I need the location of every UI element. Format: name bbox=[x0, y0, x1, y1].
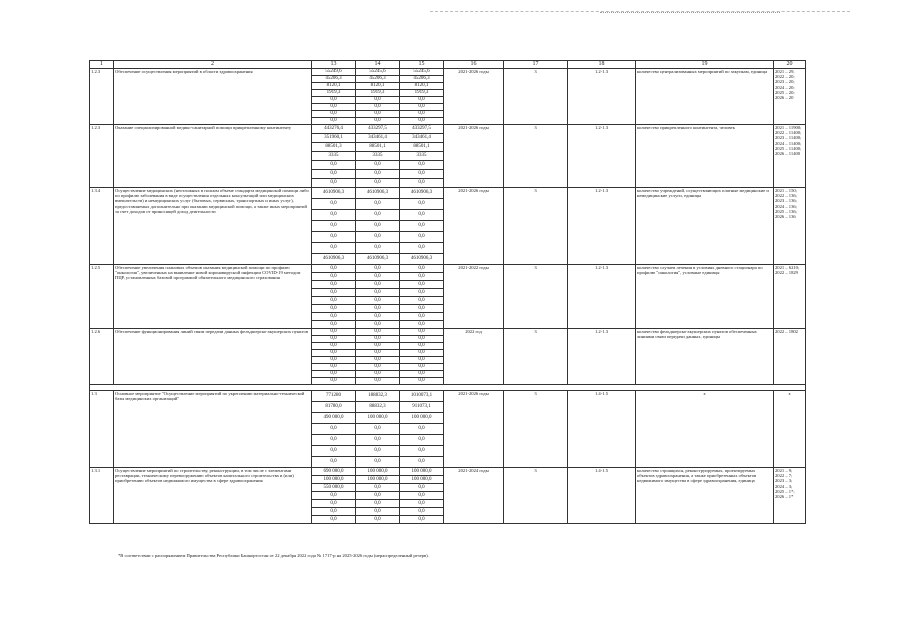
funding-value: 0,0 bbox=[356, 289, 400, 297]
funding-value: 0,0 bbox=[400, 508, 444, 516]
funding-value: 0,0 bbox=[356, 199, 400, 210]
col17-value: 3 bbox=[504, 265, 568, 329]
target-value: 2021 – 6210; bbox=[775, 265, 800, 270]
target-value: 2026 – 11400 bbox=[775, 151, 801, 157]
measure-title: Осуществление медицинских (неотложных в полном объеме стандарта медицинской помощи либо по профилю заболевания в виде осуществления отдельных консультаций или медицинских вмешательств) и немедицинских услуг (бытовых, сервисных, транспортных и иных услуг), предоставляемых дополнительно при оказании медицинской помощи, а также иных мероприятий за счет доходов от приносящей доход деятельности bbox=[114, 188, 312, 265]
measure-title: Обеспечение увеличения плановых объемов оказания медицинской помощи по профилю "онкология", увеличенных на выявление новой коронавирусной инфекции COVID-19 методом ПЦР, установленных базовой программой обязательного медицинского страхования bbox=[114, 265, 312, 329]
funding-value: 45206,3 bbox=[312, 76, 356, 83]
funding-value: 55245,6 bbox=[400, 69, 444, 76]
footnote: *В соответствии с распоряжением Правительства Республики Башкортостан от 22 декабря 2022 года № 1717-р на 2025-2026 годы (нераспределенный резерв). bbox=[118, 553, 429, 558]
funding-value: 0,0 bbox=[400, 516, 444, 524]
funding-value: 0,0 bbox=[312, 297, 356, 305]
funding-value: 0,0 bbox=[356, 232, 400, 243]
column-number: 19 bbox=[636, 61, 774, 69]
funding-value: 0,0 bbox=[400, 232, 444, 243]
period: 2021-2026 годы bbox=[444, 125, 504, 188]
funding-value: 0,0 bbox=[356, 357, 400, 364]
funding-value: 88832,3 bbox=[356, 402, 400, 413]
col17-value: 3 bbox=[504, 188, 568, 265]
funding-value: 0,0 bbox=[400, 111, 444, 118]
indicator: x bbox=[636, 391, 774, 468]
funding-value: 0,0 bbox=[356, 297, 400, 305]
funding-value: 0,0 bbox=[400, 243, 444, 254]
target-value: 2026 – 1* bbox=[775, 494, 794, 500]
funding-value: 0,0 bbox=[356, 321, 400, 329]
funding-value: 100 000,0 bbox=[400, 413, 444, 424]
funding-value: 0,0 bbox=[356, 492, 400, 500]
measure-title: Основное мероприятие "Осуществление мероприятий по укреплению материально-технической базы медицинских организаций" bbox=[114, 391, 312, 468]
target-value: 2023 – 11400; bbox=[775, 135, 802, 141]
funding-value: 0,0 bbox=[312, 313, 356, 321]
funding-value: 0,0 bbox=[400, 104, 444, 111]
funding-value: 0,0 bbox=[312, 97, 356, 104]
funding-value: 0,0 bbox=[312, 378, 356, 385]
measure-code: 1.2.5 bbox=[90, 265, 114, 329]
column-number: 13 bbox=[312, 61, 356, 69]
funding-value: 0,0 bbox=[312, 265, 356, 273]
funding-value: 911073,1 bbox=[400, 402, 444, 413]
funding-value: 0,0 bbox=[312, 329, 356, 336]
funding-value: 0,0 bbox=[400, 199, 444, 210]
funding-value: 0,0 bbox=[312, 199, 356, 210]
funding-value: 0,0 bbox=[312, 179, 356, 188]
indicator: количество централизованных мероприятий по закупкам, единица bbox=[636, 69, 774, 125]
funding-value: 0,0 bbox=[400, 336, 444, 343]
funding-value: 0,0 bbox=[356, 305, 400, 313]
measure-code: 1.3.1 bbox=[90, 468, 114, 524]
table-row bbox=[90, 125, 806, 134]
funding-value: 0,0 bbox=[312, 104, 356, 111]
funding-value: 0,0 bbox=[400, 350, 444, 357]
funding-value: 0,0 bbox=[356, 281, 400, 289]
funding-value: 0,0 bbox=[356, 118, 400, 125]
target-value: 2025 – 20; bbox=[775, 89, 795, 95]
table-row bbox=[90, 468, 806, 476]
funding-value: 0,0 bbox=[400, 435, 444, 446]
funding-value: 0,0 bbox=[356, 446, 400, 457]
funding-value: 0,0 bbox=[400, 321, 444, 329]
target-value: 2021 – 150; bbox=[775, 188, 797, 193]
funding-value: 0,0 bbox=[312, 446, 356, 457]
column-number: 15 bbox=[400, 61, 444, 69]
funding-value: 343461,4 bbox=[400, 134, 444, 143]
funding-value: 0,0 bbox=[312, 516, 356, 524]
funding-value: 0,0 bbox=[356, 111, 400, 118]
funding-value: 0,0 bbox=[312, 221, 356, 232]
funding-value: 100 000,0 bbox=[400, 468, 444, 476]
funding-value: 1919,3 bbox=[312, 90, 356, 97]
funding-value: 0,0 bbox=[312, 243, 356, 254]
target-value: 2025 – 11400; bbox=[775, 145, 802, 151]
target-value: 2021 – 29, bbox=[775, 69, 795, 74]
funding-value: 0,0 bbox=[312, 210, 356, 221]
target-value: 2026 – 20 bbox=[775, 95, 794, 101]
column-number: 18 bbox=[568, 61, 636, 69]
indicator: количество строящихся, реконструируемых, проектируемых объектов здравоохранения, а также приобретенных объектов недвижимого имущества в сфере здравоохранения, единица bbox=[636, 468, 774, 524]
col17-value: 3 bbox=[504, 69, 568, 125]
funding-value: 690 000,0 bbox=[312, 468, 356, 476]
funding-value: 0,0 bbox=[312, 492, 356, 500]
funding-value: 0,0 bbox=[400, 170, 444, 179]
column-number-row bbox=[90, 61, 806, 69]
funding-value: 0,0 bbox=[312, 371, 356, 378]
funding-value: 0,0 bbox=[312, 508, 356, 516]
funding-value: 188832,3 bbox=[356, 391, 400, 402]
funding-value: 3335 bbox=[356, 152, 400, 161]
funding-value: 0,0 bbox=[312, 457, 356, 468]
funding-value: 0,0 bbox=[400, 371, 444, 378]
funding-value: 0,0 bbox=[312, 273, 356, 281]
funding-value: 0,0 bbox=[356, 221, 400, 232]
funding-value: 0,0 bbox=[400, 221, 444, 232]
measure-code: 1.2.3 bbox=[90, 69, 114, 125]
measure-title: Обеспечение осуществления мероприятий в области здравоохранения bbox=[114, 69, 312, 125]
funding-value: 3335 bbox=[400, 152, 444, 161]
funding-value: 433297,5 bbox=[400, 125, 444, 134]
target-refs: 1.4-1.5 bbox=[568, 468, 636, 524]
target-value: 2024 – 11400; bbox=[775, 140, 802, 146]
funding-value: 0,0 bbox=[400, 161, 444, 170]
funding-value: 0,0 bbox=[356, 313, 400, 321]
funding-value: 0,0 bbox=[356, 343, 400, 350]
funding-value: 0,0 bbox=[312, 357, 356, 364]
indicator: количество учреждений, осуществляющих платные медицинские и немедицинские услуги, единицы bbox=[636, 188, 774, 265]
target-value: 2025 – 1*; bbox=[775, 488, 795, 494]
measure-code: 1.2.6 bbox=[90, 329, 114, 385]
target-value: 2021 – 11900; bbox=[775, 125, 802, 130]
target-value: 2024 – 136; bbox=[775, 203, 797, 209]
funding-value: 1010073,1 bbox=[400, 391, 444, 402]
funding-value: 1919,3 bbox=[400, 90, 444, 97]
funding-value: 100 000,0 bbox=[356, 476, 400, 484]
period: 2022 год bbox=[444, 329, 504, 385]
funding-value: 0,0 bbox=[400, 500, 444, 508]
col17-value: 3 bbox=[504, 125, 568, 188]
funding-value: 4610906,3 bbox=[356, 188, 400, 199]
funding-value: 0,0 bbox=[400, 289, 444, 297]
funding-value: 81780,0 bbox=[312, 402, 356, 413]
period: 2021-2024 годы bbox=[444, 468, 504, 524]
funding-value: 4610906,3 bbox=[312, 254, 356, 265]
funding-value: 0,0 bbox=[312, 281, 356, 289]
target-value: 2023 – 3; bbox=[775, 478, 793, 484]
funding-value: 433297,5 bbox=[356, 125, 400, 134]
funding-value: 100 000,0 bbox=[312, 476, 356, 484]
funding-value: 4610906,3 bbox=[400, 188, 444, 199]
funding-value: 8120,1 bbox=[356, 83, 400, 90]
scan-artifact-line bbox=[600, 12, 780, 14]
col17-value: 3 bbox=[504, 329, 568, 385]
col17-value: 3 bbox=[504, 468, 568, 524]
funding-value: 0,0 bbox=[400, 97, 444, 104]
table-row bbox=[90, 329, 806, 336]
funding-value: 4610906,3 bbox=[312, 188, 356, 199]
table-row bbox=[90, 188, 806, 199]
funding-value: 0,0 bbox=[400, 424, 444, 435]
funding-value: 0,0 bbox=[356, 265, 400, 273]
target-values bbox=[774, 391, 806, 468]
measure-title: Осуществление мероприятий по строительству, реконструкции, в том числе с элементами реставрации, техническому перевооружению объектов капитального строительства и (или) приобретению объектов недвижимого имущества в сфере здравоохранения bbox=[114, 468, 312, 524]
funding-value: 0,0 bbox=[312, 321, 356, 329]
funding-value: 0,0 bbox=[356, 243, 400, 254]
measure-code: 1.3 bbox=[90, 391, 114, 468]
period: 2021-2022 годы bbox=[444, 265, 504, 329]
funding-value: 0,0 bbox=[400, 297, 444, 305]
column-number: 17 bbox=[504, 61, 568, 69]
target-value: x bbox=[788, 391, 791, 396]
funding-value: 0,0 bbox=[312, 161, 356, 170]
column-number: 16 bbox=[444, 61, 504, 69]
target-value: 2025 – 136; bbox=[775, 208, 797, 214]
funding-value: 0,0 bbox=[312, 232, 356, 243]
funding-value: 0,0 bbox=[312, 305, 356, 313]
target-value: 2022 – 20; bbox=[775, 74, 795, 80]
funding-value: 0,0 bbox=[312, 170, 356, 179]
funding-value: 0,0 bbox=[356, 378, 400, 385]
funding-value: 100 000,0 bbox=[400, 476, 444, 484]
target-value: 2023 – 136; bbox=[775, 198, 797, 204]
funding-value: 0,0 bbox=[312, 111, 356, 118]
funding-value: 0,0 bbox=[400, 313, 444, 321]
funding-value: 0,0 bbox=[400, 457, 444, 468]
measure-title: Оказание специализированной медико-санитарной помощи прикрепленному контингенту bbox=[114, 125, 312, 188]
funding-value: 88501,1 bbox=[356, 143, 400, 152]
funding-value: 0,0 bbox=[356, 336, 400, 343]
funding-value: 100 000,0 bbox=[356, 413, 400, 424]
target-value: 2022 – 7; bbox=[775, 473, 793, 479]
funding-value: 0,0 bbox=[312, 118, 356, 125]
funding-value: 8120,1 bbox=[312, 83, 356, 90]
funding-value: 0,0 bbox=[400, 118, 444, 125]
measure-code: 1.2.3 bbox=[90, 125, 114, 188]
target-values bbox=[774, 329, 806, 385]
funding-value: 3335 bbox=[312, 152, 356, 161]
indicator: количество фельдшерско-акушерских пунктов обеспеченных линиями связи передачи данных, единицы bbox=[636, 329, 774, 385]
target-refs: 1.2-1.3 bbox=[568, 69, 636, 125]
funding-value: 0,0 bbox=[312, 435, 356, 446]
target-value: 2024 – 20; bbox=[775, 84, 795, 90]
target-refs: 1.2-1.3 bbox=[568, 329, 636, 385]
funding-value: 0,0 bbox=[312, 364, 356, 371]
funding-value: 0,0 bbox=[356, 329, 400, 336]
funding-value: 0,0 bbox=[400, 378, 444, 385]
target-values bbox=[774, 468, 806, 524]
funding-value: 550 000,0 bbox=[312, 484, 356, 492]
funding-value: 0,0 bbox=[312, 500, 356, 508]
funding-value: 0,0 bbox=[356, 508, 400, 516]
funding-value: 0,0 bbox=[400, 210, 444, 221]
funding-value: 100 000,0 bbox=[356, 468, 400, 476]
table-row bbox=[90, 391, 806, 402]
target-values bbox=[774, 265, 806, 329]
funding-value: 55249,6 bbox=[312, 69, 356, 76]
program-measures-table bbox=[89, 60, 806, 524]
funding-value: 443276,4 bbox=[312, 125, 356, 134]
target-value: 2024 – 3; bbox=[775, 483, 793, 489]
target-value: 2022 – 11400; bbox=[775, 130, 802, 136]
funding-value: 0,0 bbox=[356, 104, 400, 111]
funding-value: 0,0 bbox=[400, 273, 444, 281]
target-values bbox=[774, 125, 806, 188]
funding-value: 0,0 bbox=[400, 492, 444, 500]
funding-value: 4610906,3 bbox=[356, 254, 400, 265]
funding-value: 88501,1 bbox=[400, 143, 444, 152]
measure-code: 1.3.4 bbox=[90, 188, 114, 265]
funding-value: 4610906,3 bbox=[400, 254, 444, 265]
funding-value: 0,0 bbox=[356, 210, 400, 221]
funding-value: 8120,1 bbox=[400, 83, 444, 90]
target-refs: 1.2-1.3 bbox=[568, 265, 636, 329]
funding-value: 0,0 bbox=[312, 350, 356, 357]
funding-value: 0,0 bbox=[312, 289, 356, 297]
funding-value: 0,0 bbox=[312, 424, 356, 435]
column-number: 20 bbox=[774, 61, 806, 69]
funding-value: 0,0 bbox=[356, 457, 400, 468]
period: 2021-2026 годы bbox=[444, 391, 504, 468]
funding-value: 0,0 bbox=[312, 343, 356, 350]
funding-value: 0,0 bbox=[356, 371, 400, 378]
measure-title: Обеспечение функционирования линий связи передачи данных фельдшерско-акушерских пунктов bbox=[114, 329, 312, 385]
indicator: количество случаев лечения в условиях дневного стационара по профилю "онкология", условные единицы bbox=[636, 265, 774, 329]
funding-value: 0,0 bbox=[400, 343, 444, 350]
table-row bbox=[90, 265, 806, 273]
funding-value: 88501,3 bbox=[312, 143, 356, 152]
funding-value: 0,0 bbox=[356, 97, 400, 104]
funding-value: 0,0 bbox=[356, 424, 400, 435]
funding-value: 45206,3 bbox=[400, 76, 444, 83]
funding-value: 45206,3 bbox=[356, 76, 400, 83]
target-values bbox=[774, 188, 806, 265]
funding-value: 1919,3 bbox=[356, 90, 400, 97]
target-values bbox=[774, 69, 806, 125]
funding-value: 343461,4 bbox=[356, 134, 400, 143]
col17-value: 3 bbox=[504, 391, 568, 468]
funding-value: 0,0 bbox=[400, 329, 444, 336]
funding-value: 0,0 bbox=[356, 273, 400, 281]
column-number: 14 bbox=[356, 61, 400, 69]
period: 2021-2026 годы bbox=[444, 188, 504, 265]
target-value: 2022 – 1802 bbox=[775, 329, 798, 334]
funding-value: 0,0 bbox=[356, 516, 400, 524]
funding-value: 0,0 bbox=[356, 350, 400, 357]
funding-value: 0,0 bbox=[400, 364, 444, 371]
funding-value: 0,0 bbox=[356, 435, 400, 446]
target-refs: 1.2-1.3 bbox=[568, 188, 636, 265]
funding-value: 0,0 bbox=[356, 170, 400, 179]
funding-value: 0,0 bbox=[400, 305, 444, 313]
funding-value: 0,0 bbox=[356, 179, 400, 188]
funding-value: 0,0 bbox=[356, 500, 400, 508]
period: 2021-2026 годы bbox=[444, 69, 504, 125]
funding-value: 771280 bbox=[312, 391, 356, 402]
target-refs: 1.2-1.3 bbox=[568, 125, 636, 188]
funding-value: 0,0 bbox=[400, 484, 444, 492]
funding-value: 0,0 bbox=[400, 265, 444, 273]
funding-value: 0,0 bbox=[356, 484, 400, 492]
funding-value: 0,0 bbox=[356, 364, 400, 371]
funding-value: 0,0 bbox=[312, 336, 356, 343]
indicator: количество прикрепленного контингента, человек bbox=[636, 125, 774, 188]
column-number: 2 bbox=[114, 61, 312, 69]
funding-value: 55245,6 bbox=[356, 69, 400, 76]
target-value: 2023 – 20; bbox=[775, 79, 795, 85]
funding-value: 0,0 bbox=[400, 179, 444, 188]
target-value: 2021 – 9; bbox=[775, 468, 793, 473]
funding-value: 490 000,0 bbox=[312, 413, 356, 424]
target-value: 2022 – 136; bbox=[775, 193, 797, 199]
funding-value: 0,0 bbox=[400, 357, 444, 364]
funding-value: 0,0 bbox=[400, 281, 444, 289]
table-row bbox=[90, 69, 806, 76]
funding-value: 0,0 bbox=[356, 161, 400, 170]
column-number: 1 bbox=[90, 61, 114, 69]
target-refs: 1.4-1.5 bbox=[568, 391, 636, 468]
funding-value: 351960,1 bbox=[312, 134, 356, 143]
target-value: 2022 – 1829 bbox=[775, 270, 798, 276]
target-value: 2026 – 136 bbox=[775, 214, 796, 220]
funding-value: 0,0 bbox=[400, 446, 444, 457]
